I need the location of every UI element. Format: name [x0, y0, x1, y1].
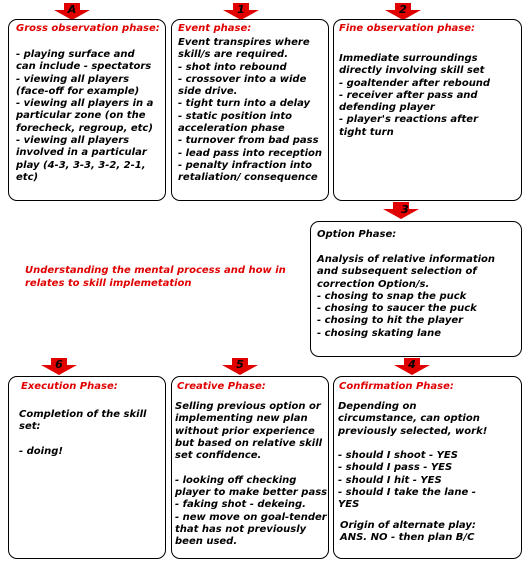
event-phase-body: Event transpires where skill/s are required. - shot into rebound - crossover into a wide side drive. - tight turn into a delay - static position into acceleration phase - turnover from bad pass - lead pass into reception - penalty infraction into retaliation/ consequence — [178, 37, 322, 184]
arrow-label-4: 4 — [408, 358, 416, 371]
arrow-label-2: 2 — [399, 3, 407, 16]
option-phase-body: Analysis of relative information and subsequent selection of correction Option/s. - chosing to snap the puck - chosing to saucer the puck - chosing to hit the player - chosing skating lane — [317, 254, 496, 339]
center-caption: Understanding the mental process and how in relates to skill implemetation — [25, 265, 286, 289]
gross-observation-title: Gross observation phase: — [16, 23, 160, 34]
arrow-label-a: A — [67, 3, 77, 16]
creative-phase-title: Creative Phase: — [177, 381, 266, 392]
arrow-label-3: 3 — [401, 203, 409, 216]
creative-phase-body: Selling previous option or implementing new plan without prior experience but based on relative skill set confidence. - looking off checking player to make better pass - faking shot - dekeing. - new move on goal-tender that has not previously been used. — [175, 401, 328, 548]
execution-phase-title: Execution Phase: — [21, 381, 118, 392]
event-phase-title: Event phase: — [178, 23, 252, 34]
arrow-label-5: 5 — [236, 358, 244, 371]
fine-observation-title: Fine observation phase: — [339, 23, 476, 34]
fine-observation-body: Immediate surroundings directly involving skill set - goaltender after rebound - receiver after pass and defending player - player's reactions after tight turn — [339, 53, 491, 138]
execution-phase-box — [8, 376, 166, 559]
arrow-label-6: 6 — [55, 358, 63, 371]
option-phase-title: Option Phase: — [317, 229, 397, 240]
confirmation-phase-body: Depending on circumstance, can option previously selected, work! - should I shoot - YES - should I pass - YES - should I hit - YES - should I take the lane - YES — [338, 401, 488, 511]
confirmation-phase-footer: Origin of alternate play: ANS. NO - then plan B/C — [340, 520, 476, 544]
arrow-label-1: 1 — [237, 3, 245, 16]
confirmation-phase-title: Confirmation Phase: — [339, 381, 454, 392]
gross-observation-body: - playing surface and can include - spectators - viewing all players (face-off for example) - viewing all players in a particular zone (on the forecheck, regroup, etc) - viewing all players involved in a particular play (4-3, 3-3, 3-2, 2-1, etc) — [16, 49, 154, 183]
execution-phase-body: Completion of the skill set: - doing! — [19, 409, 147, 457]
